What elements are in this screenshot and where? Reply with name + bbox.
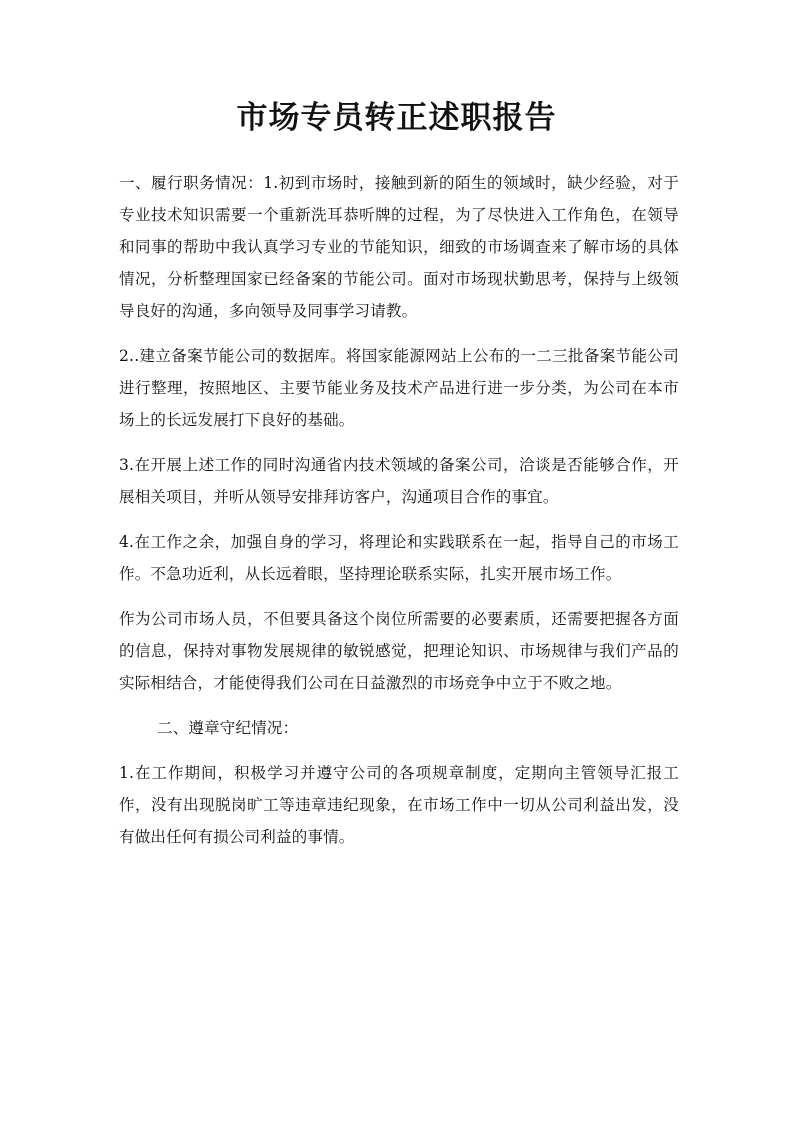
paragraph-self-study: 4.在工作之余，加强自身的学习，将理论和实践联系在一起，指导自己的市场工作。不急功近利，从长远着眼，坚持理论联系实际，扎实开展市场工作。 <box>119 533 679 583</box>
page-title: 市场专员转正述职报告 <box>236 100 557 136</box>
paragraph-market-staff: 作为公司市场人员，不但要具备这个岗位所需要的必要素质，还需要把握各方面的信息，保持对事物发展规律的敏锐感觉，把理论知识、市场规律与我们产品的实际相结合，才能使得我们公司在日益激烈的市场竞争中立于不败之地。 <box>119 610 679 692</box>
paragraph-duties: 一、履行职务情况：1.初到市场时，接触到新的陌生的领域时，缺少经验，对于专业技术知识需要一个重新洗耳恭听牌的过程，为了尽快进入工作角色，在领导和同事的帮助中我认真学习专业的节能知识，细致的市场调查来了解市场的具体情况，分析整理国家已经备案的节能公司。面对市场现状勤思考，保持与上级领导良好的沟通，多向领导及同事学习请教。 <box>119 174 679 320</box>
section-heading-discipline: 二、遵章守纪情况： <box>157 719 299 737</box>
paragraph-rules: 1.在工作期间，积极学习并遵守公司的各项规章制度，定期向主管领导汇报工作，没有出现脱岗旷工等违章违纪现象，在市场工作中一切从公司利益出发，没有做出任何有损公司利益的事情。 <box>119 764 679 846</box>
document-body <box>119 167 679 866</box>
paragraph-cooperation: 3.在开展上述工作的同时沟通省内技术领域的备案公司，洽谈是否能够合作，开展相关项目，并听从领导安排拜访客户，沟通项目合作的事宜。 <box>119 456 679 506</box>
paragraph-database: 2..建立备案节能公司的数据库。将国家能源网站上公布的一二三批备案节能公司进行整理，按照地区、主要节能业务及技术产品进行进一步分类，为公司在本市场上的长远发展打下良好的基础。 <box>119 347 679 429</box>
